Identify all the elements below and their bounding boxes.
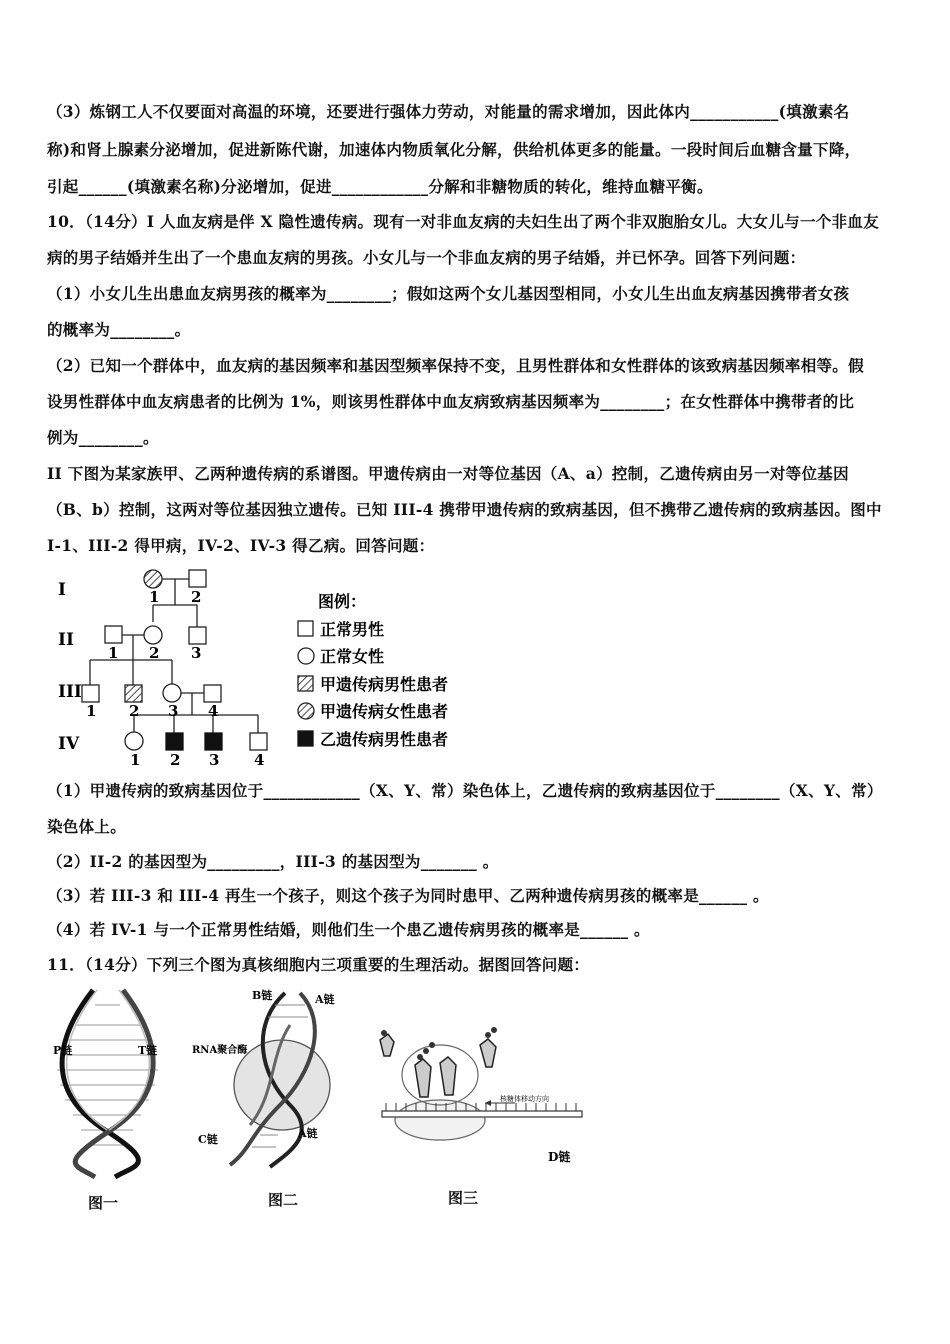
- fig2-caption: 图二: [268, 1191, 299, 1209]
- num-III-1: 1: [86, 702, 97, 720]
- q10-ii-intro-1: II 下图为某家族甲、乙两种遗传病的系谱图。甲遗传病由一对等位基因（A、a）控制，乙遗传病由另一对等位基因: [47, 464, 849, 483]
- legend-a-male: 甲遗传病男性患者: [320, 675, 449, 694]
- legend-b-male-icon: [298, 731, 313, 746]
- legend-normal-female-icon: [298, 648, 314, 664]
- person-IV-1: [125, 732, 143, 750]
- q10-ii-s2: （2）II-2 的基因型为_________，III-3 的基因型为_______ 。: [47, 852, 499, 871]
- person-III-1: [82, 685, 99, 702]
- gen-label-III: III: [58, 682, 82, 702]
- person-II-2: [144, 626, 162, 644]
- fig1-caption: 图一: [88, 1194, 119, 1212]
- fig3-label-direction: 核糖体移动方向: [500, 1095, 549, 1103]
- legend-normal-female: 正常女性: [320, 647, 385, 666]
- q10-ii-intro-3: I-1、III-2 得甲病，IV-2、IV-3 得乙病。回答问题：: [47, 536, 435, 555]
- person-III-3: [163, 684, 181, 702]
- legend-b-male: 乙遗传病男性患者: [320, 730, 449, 749]
- fig3-translation: [360, 1025, 590, 1165]
- legend-a-female-icon: [298, 703, 314, 719]
- num-II-1: 1: [108, 644, 119, 662]
- person-III-2: [125, 685, 142, 702]
- q10-ii-s1-a: （1）甲遗传病的致病基因位于____________（X、Y、常）染色体上，乙遗传病的致病基因位于________（X、Y、常）: [47, 781, 883, 800]
- fig1-label-t: T链: [138, 1044, 158, 1057]
- fig1-dna-helix: [45, 985, 175, 1180]
- person-III-4: [204, 685, 221, 702]
- fig3-label-d: D链: [548, 1150, 571, 1164]
- q10-intro-1: 10．（14分）I 人血友病是伴 X 隐性遗传病。现有一对非血友病的夫妇生出了两个非双胞胎女儿。大女儿与一个非血友: [47, 212, 879, 231]
- q10-ii-s1-b: 染色体上。: [47, 817, 127, 836]
- person-IV-3: [205, 733, 222, 750]
- person-IV-2: [166, 733, 183, 750]
- fig1-label-p: P链: [53, 1044, 73, 1057]
- legend-a-female: 甲遗传病女性患者: [320, 702, 449, 721]
- legend-normal-male-icon: [298, 621, 313, 636]
- q10-intro-2: 病的男子结婚并生出了一个患血友病的男孩。小女儿与一个非血友病的男子结婚，并已怀孕。回答下列问题：: [47, 248, 806, 267]
- q9-3-line-2: 称)和肾上腺素分泌增加，促进新陈代谢，加速体内物质氧化分解，供给机体更多的能量。一段时间后血糖含量下降，: [47, 140, 861, 159]
- num-III-2: 2: [129, 702, 140, 720]
- q9-3-line-1: （3）炼钢工人不仅要面对高温的环境，还要进行强体力劳动，对能量的需求增加，因此体内___________(填激素名: [47, 102, 850, 121]
- q9-3-line-3: 引起______(填激素名称)分泌增加，促进____________分解和非糖物质的转化，维持血糖平衡。: [47, 177, 713, 196]
- q10-part1-b: 的概率为________。: [47, 320, 191, 339]
- num-IV-3: 3: [209, 751, 220, 769]
- q10-ii-s4: （4）若 IV-1 与一个正常男性结婚，则他们生一个患乙遗传病男孩的概率是______ 。: [47, 920, 650, 939]
- num-I-1: 1: [149, 588, 160, 606]
- q10-part1-a: （1）小女儿生出患血友病男孩的概率为________；假如这两个女儿基因型相同，小女儿生出血友病基因携带者女孩: [47, 284, 850, 303]
- person-I-1: [144, 570, 162, 588]
- legend-title: 图例：: [318, 592, 367, 611]
- q10-ii-intro-2: （B、b）控制，这两对等位基因独立遗传。已知 III-4 携带甲遗传病的致病基因，但不携带乙遗传病的致病基因。图中: [47, 500, 882, 519]
- num-III-3: 3: [168, 702, 179, 720]
- person-II-1: [105, 626, 122, 643]
- fig2-label-a-bottom: A链: [298, 1127, 318, 1140]
- num-IV-1: 1: [130, 751, 141, 769]
- person-IV-4: [250, 733, 267, 750]
- person-II-3: [189, 627, 206, 644]
- fig3-caption: 图三: [448, 1189, 479, 1207]
- num-II-2: 2: [149, 644, 160, 662]
- q11-intro: 11．（14分）下列三个图为真核细胞内三项重要的生理活动。据图回答问题：: [47, 955, 590, 974]
- q10-part2-a: （2）已知一个群体中，血友病的基因频率和基因型频率保持不变，且男性群体和女性群体的该致病基因频率相等。假: [47, 356, 864, 375]
- person-I-2: [189, 570, 206, 587]
- pedigree-chart: [50, 565, 480, 770]
- fig2-transcription: [190, 985, 350, 1170]
- gen-label-II: II: [58, 630, 74, 650]
- num-III-4: 4: [208, 702, 219, 720]
- fig2-label-c: C链: [198, 1133, 218, 1146]
- num-I-2: 2: [191, 588, 202, 606]
- num-II-3: 3: [191, 644, 202, 662]
- q10-ii-s3: （3）若 III-3 和 III-4 再生一个孩子，则这个孩子为同时患甲、乙两种遗传病男孩的概率是______ 。: [47, 886, 769, 905]
- q10-part2-b: 设男性群体中血友病患者的比例为 1%，则该男性群体中血友病致病基因频率为________；在女性群体中携带者的比: [47, 392, 855, 411]
- gen-label-IV: IV: [58, 734, 80, 754]
- legend-normal-male: 正常男性: [320, 620, 385, 639]
- fig2-label-rna-polymerase: RNA聚合酶: [192, 1045, 248, 1056]
- num-IV-4: 4: [254, 751, 265, 769]
- fig2-label-b: B链: [252, 989, 273, 1002]
- fig2-label-a-top: A链: [315, 993, 335, 1006]
- legend-a-male-icon: [298, 676, 313, 691]
- gen-label-I: I: [58, 580, 66, 600]
- q10-part2-c: 例为________。: [47, 428, 159, 447]
- num-IV-2: 2: [170, 751, 181, 769]
